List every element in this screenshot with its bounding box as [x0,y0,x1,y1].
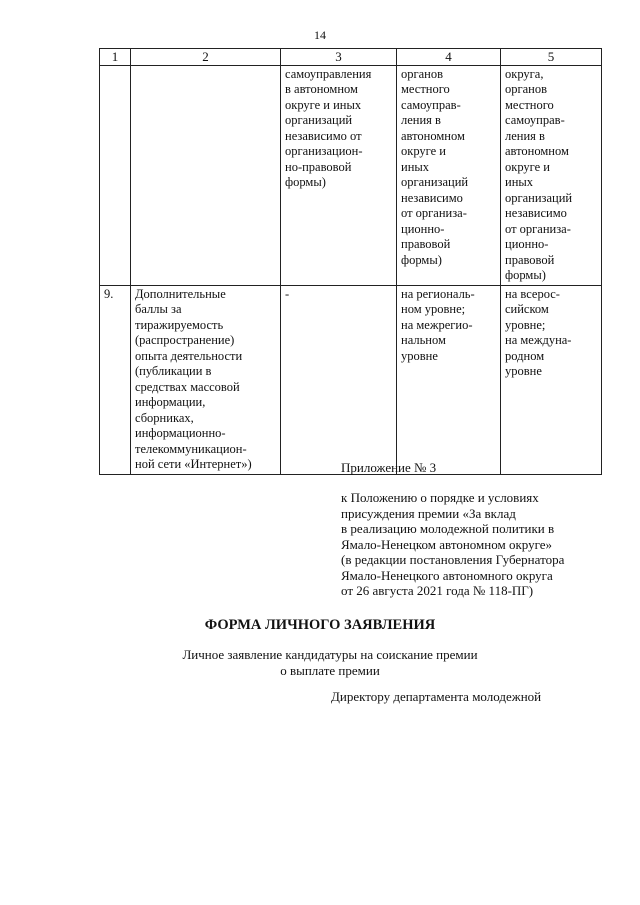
table-cell: 9. [100,285,131,474]
header-cell: 1 [100,49,131,66]
table-header-row [100,49,602,66]
appendix-number: Приложение № 3 [341,460,437,475]
table-cell: - [281,285,397,474]
table-cell: Дополнительные баллы за тиражируемость (распространение) опыта деятельности (публикации в средствах массовой информации, сборниках, информационно- телекоммуникацион- ной сети «Интернет») [131,285,281,474]
table-cell: округа, органов местного самоуправ- ления в автономном округе и иных организаций независимо от организа- ционно- правовой формы) [501,65,602,285]
criteria-table [99,48,602,475]
form-title: ФОРМА ЛИЧНОГО ЗАЯВЛЕНИЯ [204,617,436,633]
table-row [100,65,602,285]
form-subtitle: Личное заявление кандидатуры на соискание премии о выплате премии [182,647,478,678]
table-cell [131,65,281,285]
header-cell: 2 [131,49,281,66]
appendix-reference: к Положению о порядке и условиях присуждения премии «За вклад в реализацию молодежной политики в Ямало-Ненецком автономном округе» (в редакции постановления Губернатора Ямало-Ненецкого автономного округа от 26 августа 2021 года № 118-ПГ) [341,490,565,598]
table-cell [100,65,131,285]
table-row [100,285,602,474]
table-cell: самоуправления в автономном округе и иных организаций независимо от организацион- но-правовой формы) [281,65,397,285]
addressee-line: Директору департамента молодежной [331,689,542,704]
table-cell: органов местного самоуправ- ления в автономном округе и иных организаций независимо от организа- ционно- правовой формы) [397,65,501,285]
header-cell: 4 [397,49,501,66]
page-number: 14 [314,28,326,42]
table-cell: на региональ- ном уровне; на межрегио- нальном уровне [397,285,501,474]
header-cell: 3 [281,49,397,66]
header-cell: 5 [501,49,602,66]
table-cell: на всерос- сийском уровне; на междуна- родном уровне [501,285,602,474]
